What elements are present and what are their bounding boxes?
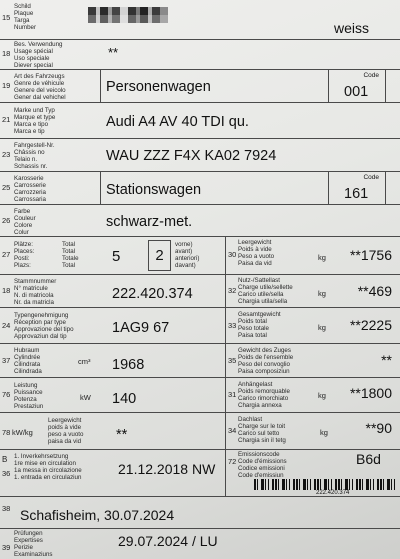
label-line: Schild [14, 3, 31, 10]
label-line: Marca e tip [14, 128, 45, 135]
label-line: Leergewicht [48, 417, 82, 424]
label-line: Number [14, 24, 37, 31]
body-code-box [328, 172, 386, 204]
body-value: Stationswagen [106, 182, 202, 198]
field-number: 15 [2, 13, 11, 22]
label-line: Genre de véhicule [14, 80, 65, 87]
row-chassis-number [0, 139, 400, 172]
code-label: Code [363, 72, 379, 79]
seats-total-value: 5 [112, 248, 121, 265]
field-number: 18 [2, 286, 11, 295]
label-line: paisa da vid [48, 438, 82, 445]
label-line: Marca e tipo [14, 121, 49, 128]
roof-load-labels [238, 416, 286, 444]
label-line: 1. Inverkehrsetzung [14, 453, 69, 460]
plate-color: weiss [334, 20, 370, 36]
front-seats-value: 2 [148, 240, 171, 271]
train-weight-value: ** [381, 352, 392, 368]
label-line: Code d'emissiun [238, 472, 284, 479]
label-line: Anhängelast [238, 381, 273, 388]
label-line: Fahrgestell-Nr. [14, 142, 55, 149]
unit-kw: kW [80, 393, 91, 402]
field-number: 18 [2, 49, 11, 58]
front-seats-labels [175, 241, 199, 269]
label-line: Colore [14, 222, 33, 229]
label-line: Paisa da vid [238, 260, 272, 267]
field-number: 37 [2, 356, 11, 365]
label-line: Peso totale [238, 325, 269, 332]
field-number: 32 [228, 286, 237, 295]
payload-value: **469 [357, 283, 392, 299]
label-line: Total [62, 241, 76, 248]
label-line: Gesamtgewicht [238, 311, 281, 318]
matriculation-labels [14, 278, 56, 306]
label-line: Cilindrata [14, 361, 41, 368]
displacement-value: 1968 [112, 357, 145, 373]
field-number: 26 [2, 216, 11, 225]
label-line: Cilindrada [14, 368, 42, 375]
label-line: Prestaziun [14, 403, 44, 410]
row-color [0, 205, 400, 237]
label-line: Plaque [14, 10, 34, 17]
gross-weight-value: **2225 [349, 317, 392, 333]
label-line: Marque et type [14, 114, 56, 121]
label-line: Examinaziuns [14, 551, 53, 558]
label-line: 1a messa in circolazione [14, 467, 82, 474]
label-line: Code d'émissions [238, 458, 287, 465]
label-line: poids à vide [48, 424, 82, 431]
field-number: 31 [228, 390, 237, 399]
row-vehicle-type [0, 70, 400, 103]
label-line: Chargia utila/sella [238, 298, 288, 305]
label-line: Dachlast [238, 416, 263, 423]
vehicle-type-value: Personenwagen [106, 79, 211, 95]
label-line: Gener dal vehichel [14, 94, 66, 101]
label-line: Nr. da matricla [14, 299, 54, 306]
plate-labels [14, 3, 36, 31]
field-number: 36 [2, 469, 11, 478]
label-line: Perizie [14, 544, 33, 551]
label-line: Hubraum [14, 347, 40, 354]
label-line: Typengenehmigung [14, 312, 69, 319]
row-plate [0, 0, 400, 40]
label-line: davant) [175, 262, 196, 269]
row-displacement-train-weight [0, 344, 400, 378]
field-number: 78 [2, 428, 11, 437]
roof-load-value: **90 [365, 420, 392, 436]
label-line: Puissance [14, 389, 43, 396]
label-line: Paisa composiziun [238, 368, 290, 375]
label-line: N° matricule [14, 285, 48, 292]
type-approval-value: 1AG9 67 [112, 320, 170, 336]
label-line: Carico utile/sella [238, 291, 284, 298]
label-line: Art des Fahrzeugs [14, 73, 65, 80]
vehicle-type-code-box [328, 70, 386, 102]
row-special-use [0, 40, 400, 70]
field-number: 21 [2, 115, 11, 124]
label-line: Uso speciale [14, 55, 50, 62]
chassis-number-value: WAU ZZZ F4X KA02 7924 [106, 148, 277, 164]
first-registration-value: 21.12.2018 NW [118, 461, 216, 477]
label-line: Carrosserie [14, 182, 46, 189]
gross-weight-labels [238, 311, 281, 339]
body-labels [14, 175, 46, 203]
label-line: Carico sul tetto [238, 430, 280, 437]
payload-labels [238, 277, 293, 305]
inspections-labels [14, 530, 53, 558]
label-line: Genere del veicolo [14, 87, 66, 94]
label-line: Total [62, 248, 76, 255]
vehicle-type-code: 001 [344, 84, 369, 100]
label-line: Bes. Verwendung [14, 41, 63, 48]
label-line: Usage spécial [14, 48, 53, 55]
unit-kg: kg [318, 391, 326, 400]
label-line: Nutz-/Sattellast [238, 277, 280, 284]
label-line: Posti: [14, 255, 30, 262]
label-line: peso a vuoto [48, 431, 84, 438]
label-line: Farbe [14, 208, 31, 215]
unit-kg: kg [318, 323, 326, 332]
label-line: Cylindrée [14, 354, 41, 361]
label-line: Poids de l'ensemble [238, 354, 294, 361]
chassis-number-labels [14, 142, 55, 170]
label-line: Leergewicht [238, 239, 272, 246]
label-line: Châssis no [14, 149, 45, 156]
row-body [0, 172, 400, 205]
row-seats-empty-weight [0, 237, 400, 275]
row-power-trailer-load [0, 378, 400, 413]
special-use-labels [14, 41, 63, 69]
label-line: Telaio n. [14, 156, 38, 163]
power-labels [14, 382, 43, 410]
label-line: Poids total [238, 318, 267, 325]
label-line: Réception par type [14, 319, 66, 326]
power-value: 140 [112, 391, 137, 407]
label-line: Diever special [14, 62, 53, 69]
body-code: 161 [344, 186, 369, 202]
label-line: Approvazione del tipo [14, 326, 74, 333]
barcode [254, 479, 397, 490]
inspections-value: 29.07.2024 / LU [118, 533, 218, 549]
label-line: Charge sur le toit [238, 423, 286, 430]
label-line: anteriori) [175, 255, 200, 262]
label-line: N. di matricola [14, 292, 54, 299]
field-number: 72 [228, 457, 237, 466]
label-line: Expertises [14, 537, 43, 544]
unit-kw-per-kg: kW/kg [12, 428, 33, 437]
field-number: 25 [2, 183, 11, 192]
label-line: Places: [14, 248, 35, 255]
type-approval-labels [14, 312, 74, 340]
seats-total-labels [62, 241, 79, 269]
label-line: Couleur [14, 215, 36, 222]
power-weight-labels [48, 417, 83, 445]
field-number: 76 [2, 390, 11, 399]
label-line: Leistung [14, 382, 38, 389]
unit-kg: kg [318, 253, 326, 262]
row-make-type [0, 103, 400, 139]
field-number: 35 [228, 356, 237, 365]
label-line: Paisa total [238, 332, 267, 339]
field-number: 27 [2, 250, 11, 259]
label-line: Carico rimorchiato [238, 395, 289, 402]
first-registration-labels [14, 453, 82, 481]
label-line: Marke und Typ [14, 107, 55, 114]
label-line: Karosserie [14, 175, 44, 182]
trailer-load-labels [238, 381, 290, 409]
field-number: 24 [2, 321, 11, 330]
label-line: Gewicht des Zuges [238, 347, 291, 354]
unit-kg: kg [320, 428, 328, 437]
row-inspections [0, 529, 400, 559]
label-line: Prüfungen [14, 530, 43, 537]
label-line: Peso a vuoto [238, 253, 275, 260]
empty-weight-value: **1756 [349, 247, 392, 263]
label-line: Charge utile/sellette [238, 284, 293, 291]
label-line: 1re mise en circulation [14, 460, 76, 467]
label-line: Targa [14, 17, 30, 24]
row-type-approval-gross-weight [0, 308, 400, 344]
label-line: Chargia annexa [238, 402, 282, 409]
label-line: Carrossaria [14, 196, 46, 203]
label-line: Emissionscode [238, 451, 280, 458]
vehicle-type-labels [14, 73, 66, 101]
field-number: 30 [228, 250, 237, 259]
label-line: 1. entrada en circulaziun [14, 474, 82, 481]
row-place-date [0, 497, 400, 529]
empty-weight-labels [238, 239, 274, 267]
label-line: Codice emissioni [238, 465, 285, 472]
unit-cm3: cm³ [78, 357, 91, 366]
label-line: Schassis nr. [14, 163, 48, 170]
label-line: vorne) [175, 241, 193, 248]
label-line: Colur [14, 229, 29, 236]
column-divider [225, 237, 226, 497]
emission-code-value: B6d [356, 451, 381, 467]
label-line: Poids à vide [238, 246, 272, 253]
barcode-text: 222.420.374 [316, 490, 350, 496]
power-weight-value: ** [116, 427, 128, 443]
label-line: Carrozzeria [14, 189, 46, 196]
label-line: avant) [175, 248, 193, 255]
make-type-value: Audi A4 AV 40 TDI qu. [106, 114, 249, 130]
seats-labels [14, 241, 34, 269]
matriculation-value: 222.420.374 [112, 286, 193, 302]
color-value: schwarz-met. [106, 214, 193, 230]
label-line: Totale [62, 255, 79, 262]
trailer-load-value: **1800 [349, 385, 392, 401]
row-power-weight-roof-load [0, 413, 400, 450]
label-line: Potenza [14, 396, 37, 403]
label-line: Plätze: [14, 241, 33, 248]
field-number: 23 [2, 150, 11, 159]
label-line: Plazs: [14, 262, 31, 269]
label-line: Approvaziun dal tip [14, 333, 67, 340]
label-line: Total [62, 262, 76, 269]
field-number: 38 [2, 504, 11, 513]
plate-number-redacted [88, 7, 168, 23]
code-label: Code [363, 174, 379, 181]
field-number: 34 [228, 426, 237, 435]
special-use-value: ** [108, 45, 119, 60]
place-date-value: Schafisheim, 30.07.2024 [20, 507, 175, 523]
train-weight-labels [238, 347, 293, 375]
label-line: Stammnummer [14, 278, 57, 285]
color-labels [14, 208, 36, 236]
label-line: Peso del convoglio [238, 361, 290, 368]
unit-kg: kg [318, 289, 326, 298]
row-matriculation-payload [0, 275, 400, 308]
row-first-registration-emission [0, 450, 400, 497]
emission-code-labels [238, 451, 287, 479]
field-number: 33 [228, 321, 237, 330]
displacement-labels [14, 347, 42, 375]
field-number: 39 [2, 543, 11, 552]
field-number: 19 [2, 81, 11, 90]
make-type-labels [14, 107, 55, 135]
first-registration-marker: B [2, 455, 8, 464]
label-line: Poids remorquable [238, 388, 290, 395]
label-line: Chargia sin il tetg [238, 437, 286, 444]
